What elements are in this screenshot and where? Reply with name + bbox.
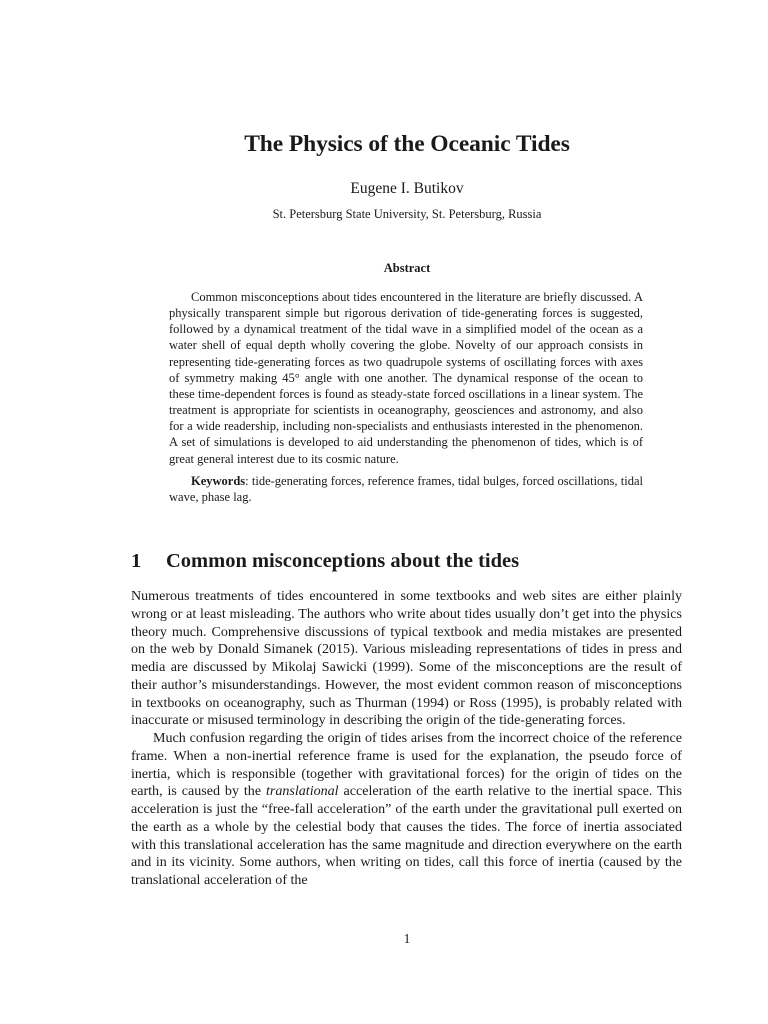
abstract-heading: Abstract <box>383 261 431 275</box>
emphasis-translational: translational <box>266 783 339 800</box>
keywords-label: Keywords <box>191 473 246 488</box>
body-paragraph-2 <box>131 730 682 890</box>
section-heading <box>131 550 519 573</box>
paragraph-2-text-a: Much confusion regarding the origin of tides arises from the incorrect choice of the reference frame. When a non-inertial reference frame is used for the explanation, the pseudo force of inertia, which is responsible (together with gravitational forces) for the origin of tides on the earth, is caused by the <box>131 730 682 800</box>
keywords-text: : tide-generating forces, reference frames, tidal bulges, forced oscillations, tidal wave, phase lag. <box>169 473 643 504</box>
section-body <box>131 588 682 890</box>
author-name: Eugene I. Butikov <box>350 180 464 197</box>
abstract-text: Common misconceptions about tides encountered in the literature are briefly discussed. A physically transparent simple but rigorous derivation of tide-generating forces is suggested, followed by a dynamical treatment of the tidal wave in a simplified model of the ocean as a water shell of equal depth wholly covering the globe. Novelty of our approach consists in representing tide-generating forces as two quadrupole systems of oscillating forces with axes of symmetry making 45° angle with one another. The dynamical response of the ocean to these time-dependent forces is found as steady-state forced oscillations in a linear system. The treatment is appropriate for scientists in oceanography, geosciences and astronomy, and also for a wide readership, including non-specialists and enthusiasts interested in the phenomenon. A set of simulations is developed to aid understanding the phenomenon of tides, which is of great general interest due to its cosmic nature. <box>169 290 643 466</box>
section-title: Common misconceptions about the tides <box>166 550 520 572</box>
abstract-body <box>169 289 643 505</box>
author-affiliation: St. Petersburg State University, St. Petersburg, Russia <box>272 207 542 221</box>
keywords-paragraph <box>169 473 643 505</box>
page-number: 1 <box>403 931 411 946</box>
section-number: 1 <box>131 550 142 572</box>
paragraph-2-text-b: acceleration of the earth relative to the inertial space. This acceleration is just the “free-fall acceleration” of the earth under the gravitational pull exerted on the earth as a whole by the celestial body that causes the tides. The force of inertia associated with this translational acceleration has the same magnitude and direction everywhere on the earth and in its vicinity. Some authors, when writing on tides, call this force of inertia (caused by the translational acceleration of the <box>131 783 682 888</box>
body-paragraph-1: Numerous treatments of tides encountered in some textbooks and web sites are either plainly wrong or at least misleading. The authors who write about tides usually don’t get into the physics theory much. Comprehensive discussions of typical textbook and media mistakes are presented on the web by Donald Simanek (2015). Various misleading representations of tides in press and media are discussed by Mikolaj Sawicki (1999). Some of the misconceptions are the result of their author’s misunderstandings. However, the most evident common reason of misconceptions in textbooks on oceanography, such as Thurman (1994) or Ross (1995), is probably related with inaccurate or misused terminology in describing the origin of the tide-generating forces. <box>131 588 682 729</box>
paper-title: The Physics of the Oceanic Tides <box>244 131 570 157</box>
